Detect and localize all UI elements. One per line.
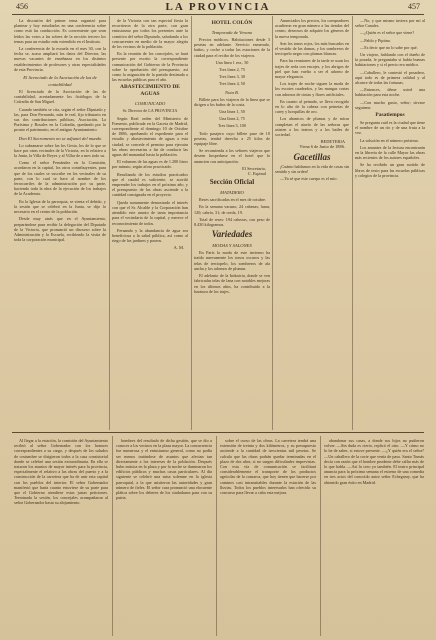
column-rule <box>191 16 192 430</box>
column-rule <box>109 16 110 430</box>
paragraph: —Con mucho gusto, señor; sírvase seguirme. <box>355 99 425 110</box>
paragraph: —Caballero, le contestó el posadero, aquí todo es de primera calidad y al alcance de todas las fortunas. <box>355 69 425 86</box>
price-line: Tres línea 2, 75 <box>219 67 245 73</box>
section-subheading: Nota B. <box>224 89 240 95</box>
paragraph: El volumen de las aguas es de 1.200 litros por minuto, según aforo practicado. <box>112 159 188 170</box>
column-2 <box>112 18 188 430</box>
column-rule <box>320 436 321 636</box>
paragraph: Fernando y la abundancia de agua sea beneficiosa a la salud pública, así como al riego de los jardines y paseos. <box>112 227 188 244</box>
price-line: Tres línea 3, 30 <box>219 74 245 80</box>
paragraph: —Entonces, déme usted una habitación para esta noche. <box>355 87 425 98</box>
paragraph: En la reunión de los concejales, se hará presente por escrito la correspondiente comunicación del Gobierno de la Provincia sobre la aprobación del presupuesto, así como la asignación de la partida destinada a las escuelas públicas para el año. <box>112 51 188 83</box>
column-rule <box>216 436 217 636</box>
paragraph: Todo pasajero cuyo billete pase de 10 pesetas, tendrá derecho a 25 kilos de equipaje libre. <box>194 130 270 147</box>
column-rule <box>112 436 113 636</box>
section-heading: HOTEL COLÓN <box>211 20 253 26</box>
section-heading: Don El Sacramento no se adjuntó del mundo <box>18 135 102 141</box>
page-number-right: 457 <box>408 2 420 11</box>
paragraph: El licenciado de la Asociación de las de contabilidad, acertadamente los fisiólogos de la Cofradía de San Miguel. <box>14 89 106 105</box>
signature: A. M. <box>173 245 184 251</box>
paragraph: Se pregunta cuál es la ciudad que tiene el nombre de un río y de una fruta a la vez. <box>355 120 425 136</box>
section-heading: El licenciado de la Asociación de las de contabilidad <box>23 75 97 88</box>
paragraph: El adelanto de la Industria, donde se ven fabricadas telas de lana con notables mejoras en los últimos años, ha contribuido a la baratura de los trajes. <box>194 273 270 294</box>
paragraph: Se recomienda a los señores viajeros que deseen hospedarse en el hotel que lo anuncien con anticipación. <box>194 148 270 164</box>
paragraph: Cuando también se cita, según el señor Diputado y las, para Don Fernando, más fe real, fijo tributario en sus dos contribuciones públicas, Asociación, La Purísima y Rosales en la Cofradía, quedando por lo pronto el patrimonio, en el antiguo Ayuntamiento. <box>14 106 106 133</box>
lower-column-2 <box>116 438 212 636</box>
paragraph: sobre el curso de las obras. La carretera tendrá una extensión de treinta y dos kilómetros, y su presupuesto asciende a la cantidad de trescientas mil pesetas. Se calcula que las obras podrán quedar terminadas en el plazo de dos años, si no surgen dificultades imprevistas. Con esta vía de comunicación se facilitará considerablemente el transporte de los productos agrícolas de la comarca, que hoy tienen que hacerse por caminos casi intransitables durante la estación de las lluvias. Todos los pueblos interesados han ofrecido su concurso para llevar a cabo esta mejora. <box>220 438 316 496</box>
paragraph: hombres del resultado de dicha gestión, que se dio a conocer a los vecinos en la plaza mayor. La concurrencia fue numerosa y el entusiasmo general, como no podía ser menos tratándose de asuntos que afectan tan directamente a los intereses de la población. Después hubo música en la plaza y por la noche se iluminaron los edificios públicos y muchas casas particulares. Al día siguiente se celebró una misa solemne en la iglesia parroquial, a la que asistieron las autoridades y gran número de fieles. El señor cura pronunció una elocuente plática sobre los deberes de los ciudadanos para con su patria. <box>116 438 212 501</box>
paragraph: En cuanto al peinado, se lleva recogido en lo alto de la cabeza con peinetas de carey y horquillas de oro. <box>275 98 349 115</box>
dateline: Viena 6 de Junio de 1886. <box>299 144 345 150</box>
paragraph: —Ya sé que este cuerpo es el mío. <box>280 176 338 182</box>
column-1 <box>14 18 106 430</box>
column-4 <box>275 18 349 430</box>
paragraph: Un viajero, hablando con el dueño de la posada, le preguntaba si había buenas habitaciones y si el precio era módico. <box>355 52 425 68</box>
section-subheading: MATADERO <box>220 190 244 196</box>
section-subheading: Temporada de Verano <box>211 30 253 35</box>
paragraph: Reses sacrificadas en el mes de octubre. <box>199 197 267 203</box>
paragraph: Billete para los viajeros de la línea que se dirigen a los baños de la costa. <box>194 96 270 107</box>
section-subheading: COMUNICADO <box>134 101 166 107</box>
lower-column-4 <box>324 438 424 636</box>
paragraph: Se ha recibido un gran surtido de libros de texto para las escuelas públicas y colegios de la provincia. <box>355 162 425 178</box>
signature: El Secretario, <box>242 165 266 171</box>
column-3 <box>194 18 270 430</box>
paragraph: En la semana vacuno, 24 cabezas; lanar, 120; cabrío, 31; de cerda, 19. <box>194 204 270 215</box>
price-line: Una línea 2, 75 <box>219 116 245 122</box>
paragraph: —¿Quién es el señor que viene? <box>360 30 415 36</box>
paragraph: Resultando de los estudios practicados que el caudal es suficiente, se acordó emprender los trabajos en el próximo año, y el presupuesto de las obras asciende a la cantidad consignada en el proyecto. <box>112 171 188 198</box>
paragraph: Para las reuniones de la tarde se usan los trajes de seda con encajes, y los abrigos de piel que han vuelto a ser el adorno de mayor elegancia. <box>275 58 349 80</box>
paragraph: abandonar sus casas, a donde sus hijos no pudieron volver. —Sin duda es cierto, replicó el otro. —Y cómo no lo he de saber, si estuve presente. —¿Y quién era el señor? —Un caballero de la corte que venía de paso. Santo Tomás decía con razón que el hombre prudente debe callar más de lo que habla. —Así lo creo yo también. El teatro principal anuncia para la próxima semana el estreno de una comedia en tres actos del conocido autor señor Echegaray, que ha obtenido gran éxito en Madrid. <box>324 438 424 485</box>
column-rule <box>352 16 353 430</box>
paragraph: Queda sumamente demostrado el interés con que el Sr. Alcalde y la Corporación han atendido este asunto de tanta importancia para el vecindario de la capital, y merece el reconocimiento de todos. <box>112 199 188 226</box>
lower-column-1 <box>14 438 108 636</box>
paragraph: Total de reses: 194 cabezas, con peso de 8.430 kilogramos. <box>194 216 270 228</box>
column-5 <box>355 18 425 430</box>
paragraph: Anunciados los precios, los compradores acudieron en gran número a las tiendas del centro, deseosos de adquirir los géneros de la nueva temporada. <box>275 18 349 39</box>
section-heading: Pasatiempos <box>375 112 405 119</box>
paragraph: —Es decir que no lo sabe por qué. <box>360 44 418 50</box>
price-line: Una línea 1, 50 <box>219 109 245 115</box>
signature: C. Espinal <box>247 171 266 177</box>
paragraph: Al llegar a la estación, la comisión del Ayuntamiento recibió al señor Gobernador con los honores correspondientes a su cargo, y después de los saludos de costumbre se dirigieron todos a la casa consistorial donde se celebró una sesión extraordinaria. En ella se trataron los asuntos de mayor interés para la provincia, especialmente el relativo a las obras del puerto y a la construcción de la carretera que ha de unir esta capital con los pueblos del interior. El señor Gobernador manifestó que haría cuanto estuviese de su parte para que el Gobierno atendiese estas justas peticiones. Terminada la sesión, los concejales acompañaron al señor Gobernador hasta su alojamiento. <box>14 438 108 506</box>
paragraph: —Pablo y Pipitno. <box>360 37 392 43</box>
paragraph: —No, y que mismo tuviera por mí al señor Canales. <box>355 18 425 29</box>
paragraph: de la Victoria con tan especial fiesta la recorrieron de la otra parte, con gran entusiasmo por todos los presentes ante la comitiva del señor Diputado, saludando a los concurrentes en medio de la mayor alegría de los vecinos de la población. <box>112 18 188 50</box>
lower-column-3 <box>220 438 316 636</box>
paragraph: La solución en el número próximo. <box>360 137 419 143</box>
signature: BEDETERIA <box>320 139 345 145</box>
paragraph: Precios módicos. Habitaciones desde 3 pesetas en adelante. Servicio esmerado, baños, y coche a todas las estaciones de la ciudad para el recibo de los viajeros. <box>194 37 270 58</box>
paragraph: Son los tonos rojos, los más buscados en el vestido de las damas, y los sombreros de terciopelo negro con plumas blancas. <box>275 40 349 57</box>
paragraph: Lo subsanarse sobre las los Gesta, los de lo que se hace por otras vecinales de la Victoria, en lo relativo a la Junta, la Villa de Reyes y al Villar de a mes todo su. <box>14 142 106 159</box>
paragraph: La discusión del primer tema organizó para plantear y hoy estudiarlas en una conferencia sobre como está las conducción. Es conveniente que sean leídos las votos a las sobres de la sección tercero los temas para un estudio más extendido en el Instituto. <box>14 18 106 44</box>
fold-rule <box>12 432 424 433</box>
section-heading: Gacetillas <box>293 151 331 162</box>
paragraph: Desde muy atrás que en el Ayuntamiento, preparándose para recibir la delegación del Diputado de la Victoria, que pronunció un discurso sobre la Administración y la Escuela, recibiendo la visita de toda la corporación municipal. <box>14 216 106 243</box>
paragraph: Como el señor Fernández en la Comisión, acordaron en la capital, los otros contribuyentes, para que de los cuales se suscribe en los vecinales de su parte, con lo cual se hace al nombre de los ferrocarriles de la administración por su parte, haciendo toda la obra de la ejecución de los trabajos de la Academia. <box>14 160 106 197</box>
section-heading: ABASTECIMIENTO DE AGUAS <box>120 84 180 98</box>
salutation: Sr. Director de LA PROVINCIA <box>122 108 178 114</box>
price-line: Tres línea 4, 50 <box>219 81 245 87</box>
paragraph: Los amantes de la lectura encontrarán en la librería de la calle Mayor las obras más recientes de los autores españoles. <box>355 144 425 161</box>
paragraph: En París la moda de este invierno ha traído nuevamente los tonos oscuros y las telas de terciopelo, los sombreros de ala ancha y los adornos de plumas. <box>194 250 270 271</box>
paragraph: ¡Cuánto hablamos en la vida de cosas sin sentido y sin orden! <box>275 163 349 174</box>
price-line: Una línea 1 rea., 50 <box>215 59 249 65</box>
price-line: Tres línea 3, 100 <box>218 123 246 129</box>
paragraph: La conferencia de la escuela en el mes 30, con la fecha se, acaso ampliará los datos del Director, las nuevas vacantes de enseñanza en los distintos establecimientos de profesores y otras especialidades de esta Provincia. <box>14 46 106 72</box>
column-rule <box>272 16 273 430</box>
section-subheading: MODAS Y SALONES <box>212 243 252 249</box>
paragraph: Según Real orden del Ministerio de Fomento, publicada en la Gaceta de Madrid, correspondiente al domingo 10 de Octubre de 1886, aprobando el expediente para el estudio y abastecimiento de aguas a esta ciudad, se concede el permiso para ejecutar las obras necesarias a fin de conducir las aguas del manantial hasta la población. <box>112 115 188 158</box>
page-header <box>12 2 424 15</box>
paragraph: Los trajes de noche siguen la moda de los escotes cuadrados, y las mangas cortas con adornos de cintas y flores artificiales. <box>275 81 349 97</box>
page-number-left: 456 <box>16 2 28 11</box>
paragraph: Los abanicos de plumas y de nácar completan el atavío de las señoras que asisten a los teatros y a los bailes de sociedad. <box>275 116 349 138</box>
newspaper-title: LA PROVINCIA <box>165 1 271 13</box>
section-heading: Sección Oficial <box>209 178 255 187</box>
section-heading: Variedades <box>211 229 253 240</box>
paragraph: En la Iglesia de la parroquia, se sienta el debido, y la sesión que se celebró en la Junta, se dijo lo necesario en el centro de la población. <box>14 198 106 215</box>
